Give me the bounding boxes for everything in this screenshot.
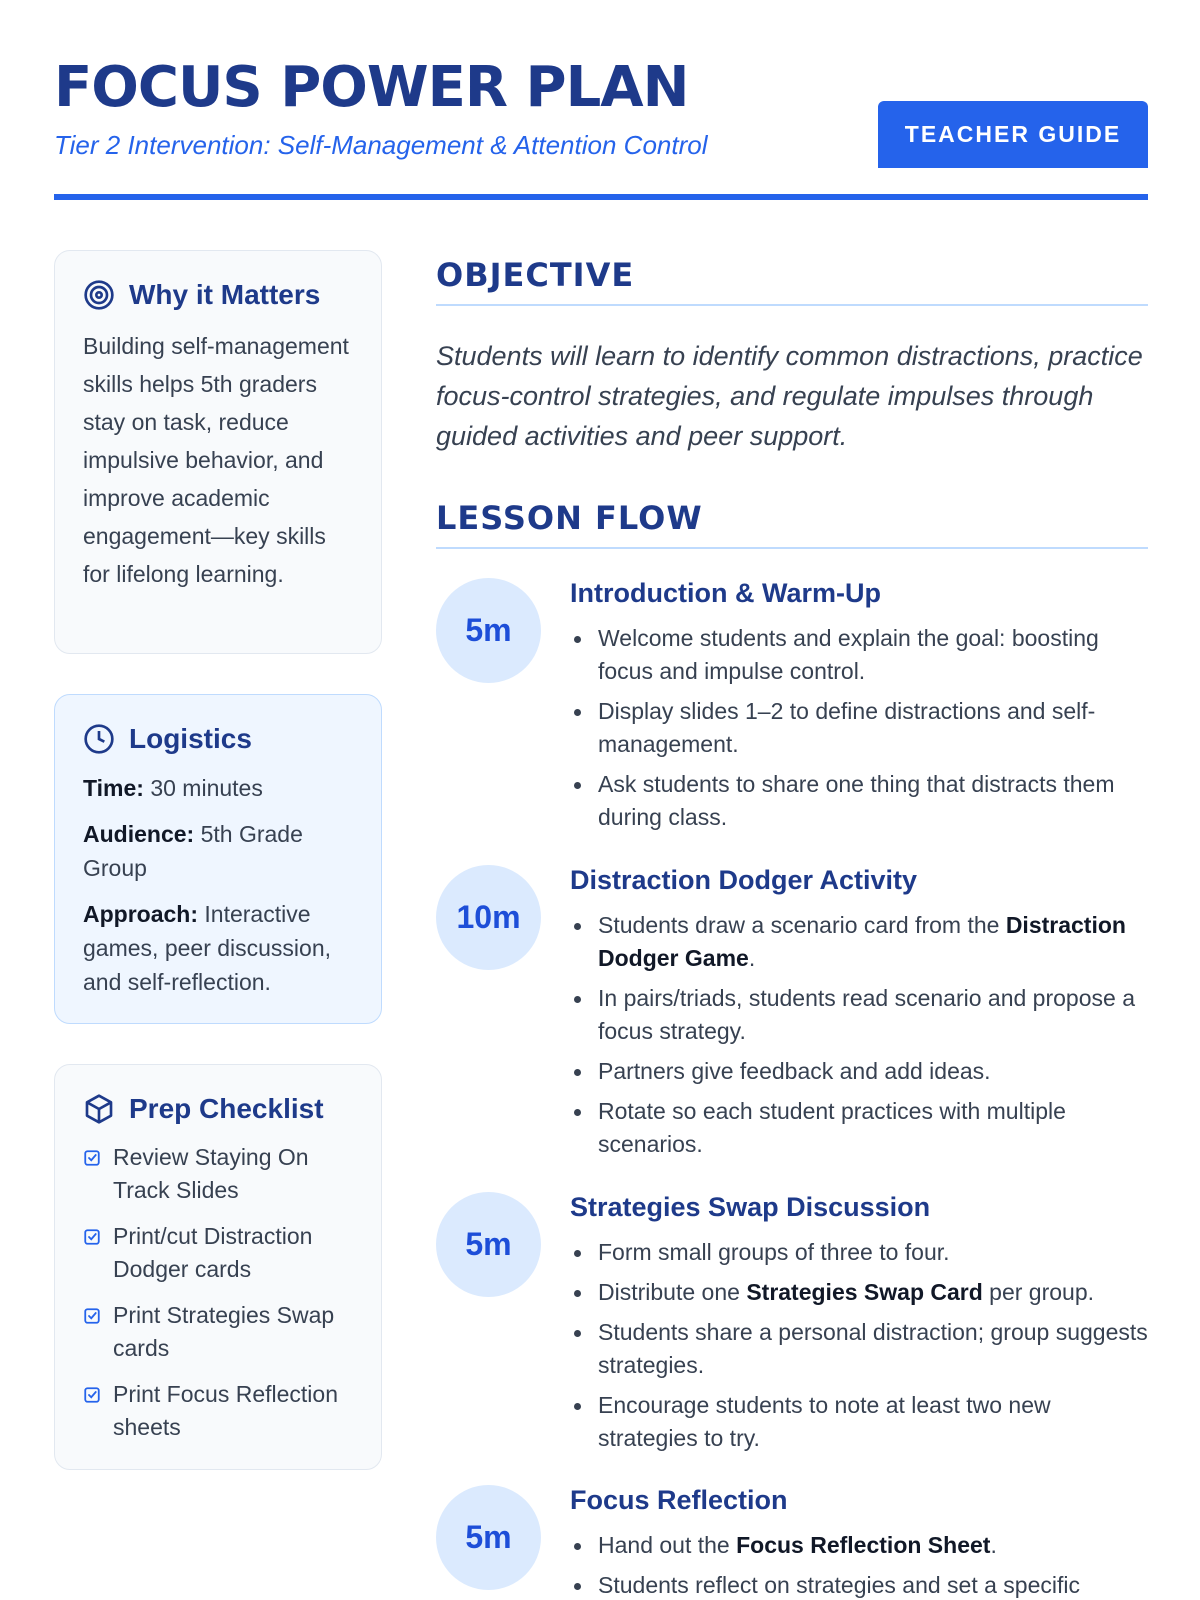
step-bullet: Students reflect on strategies and set a specific <box>570 1569 1150 1600</box>
checklist-item[interactable] <box>83 1141 353 1207</box>
checkbox-icon[interactable] <box>83 1228 101 1246</box>
step-bullets <box>570 909 1150 1168</box>
step-bullet: Form small groups of three to four. <box>570 1236 1150 1269</box>
checklist-item[interactable] <box>83 1378 353 1444</box>
step-time-badge: 5m <box>436 1192 541 1297</box>
checklist-item[interactable] <box>83 1299 353 1365</box>
why-it-matters-text: Building self-management skills helps 5th graders stay on task, reduce impulsive behavior, and improve academic engagement—key skills for lifelong learning. <box>83 333 349 587</box>
objective-section <box>436 256 1148 294</box>
checkbox-icon[interactable] <box>83 1149 101 1167</box>
checklist-item-label: Review Staying On Track Slides <box>113 1144 309 1203</box>
lesson-flow-section <box>436 499 1148 537</box>
page-title: FOCUS POWER PLAN <box>54 55 689 120</box>
logistics-time <box>83 771 353 805</box>
checklist-item-label: Print Focus Reflection sheets <box>113 1381 338 1440</box>
step-bullet: Ask students to share one thing that distracts them during class. <box>570 768 1150 834</box>
header <box>54 56 1148 202</box>
objective-divider <box>436 304 1148 306</box>
step-bullet: Partners give feedback and add ideas. <box>570 1055 1150 1088</box>
time-label: Time: <box>83 775 144 801</box>
audience-value: 5th Grade Group <box>83 821 303 881</box>
logistics-audience <box>83 817 353 885</box>
checklist-item[interactable] <box>83 1220 353 1286</box>
step-title: Introduction & Warm-Up <box>570 578 881 608</box>
audience-label: Audience: <box>83 821 195 847</box>
step-bullet: Students draw a scenario card from the Distraction Dodger Game. <box>570 909 1150 975</box>
why-it-matters-title: Why it Matters <box>129 279 321 310</box>
step-bullet: Rotate so each student practices with multiple scenarios. <box>570 1095 1150 1161</box>
step-bullet: Display slides 1–2 to define distractions and self-management. <box>570 695 1150 761</box>
checkbox-icon[interactable] <box>83 1386 101 1404</box>
checklist-item-label: Print Strategies Swap cards <box>113 1302 335 1361</box>
clock-icon <box>83 723 115 755</box>
prep-checklist-card <box>54 1064 382 1470</box>
step-bullet: Encourage students to note at least two new strategies to try. <box>570 1389 1150 1455</box>
checkbox-icon[interactable] <box>83 1307 101 1325</box>
step-time-badge: 5m <box>436 578 541 683</box>
objective-heading: OBJECTIVE <box>436 256 635 294</box>
logistics-card <box>54 694 382 1024</box>
step-title: Focus Reflection <box>570 1485 788 1515</box>
step-bullets <box>570 1529 1150 1600</box>
box-icon <box>83 1093 115 1125</box>
page-subtitle: Tier 2 Intervention: Self-Management & Attention Control <box>54 130 708 160</box>
approach-value: Interactive games, peer discussion, and self-reflection. <box>83 901 332 995</box>
step-bullet: Hand out the Focus Reflection Sheet. <box>570 1529 1150 1562</box>
step-bullet: Distribute one Strategies Swap Card per group. <box>570 1276 1150 1309</box>
step-title: Distraction Dodger Activity <box>570 865 918 895</box>
target-icon <box>83 279 115 311</box>
step-time-badge: 5m <box>436 1485 541 1590</box>
logistics-approach <box>83 897 353 999</box>
step-title: Strategies Swap Discussion <box>570 1192 931 1222</box>
time-value: 30 minutes <box>143 775 263 801</box>
logistics-title: Logistics <box>129 723 252 754</box>
lesson-flow-divider <box>436 547 1148 549</box>
step-time-badge: 10m <box>436 865 541 970</box>
header-divider <box>54 194 1148 200</box>
step-bullet: Students share a personal distraction; group suggests strategies. <box>570 1316 1150 1382</box>
prep-checklist-title: Prep Checklist <box>129 1093 324 1124</box>
step-bullet: In pairs/triads, students read scenario and propose a focus strategy. <box>570 982 1150 1048</box>
checklist-item-label: Print/cut Distraction Dodger cards <box>113 1223 313 1282</box>
teacher-guide-button[interactable]: TEACHER GUIDE <box>878 101 1148 168</box>
lesson-flow-heading: LESSON FLOW <box>436 499 703 537</box>
approach-label: Approach: <box>83 901 198 927</box>
objective-text: Students will learn to identify common distractions, practice focus-control strategies, and regulate impulses through guided activities and peer support. <box>436 341 1143 451</box>
step-bullet: Welcome students and explain the goal: boosting focus and impulse control. <box>570 622 1150 688</box>
step-bullets <box>570 622 1150 841</box>
why-it-matters-card <box>54 250 382 654</box>
step-bullets <box>570 1236 1150 1462</box>
